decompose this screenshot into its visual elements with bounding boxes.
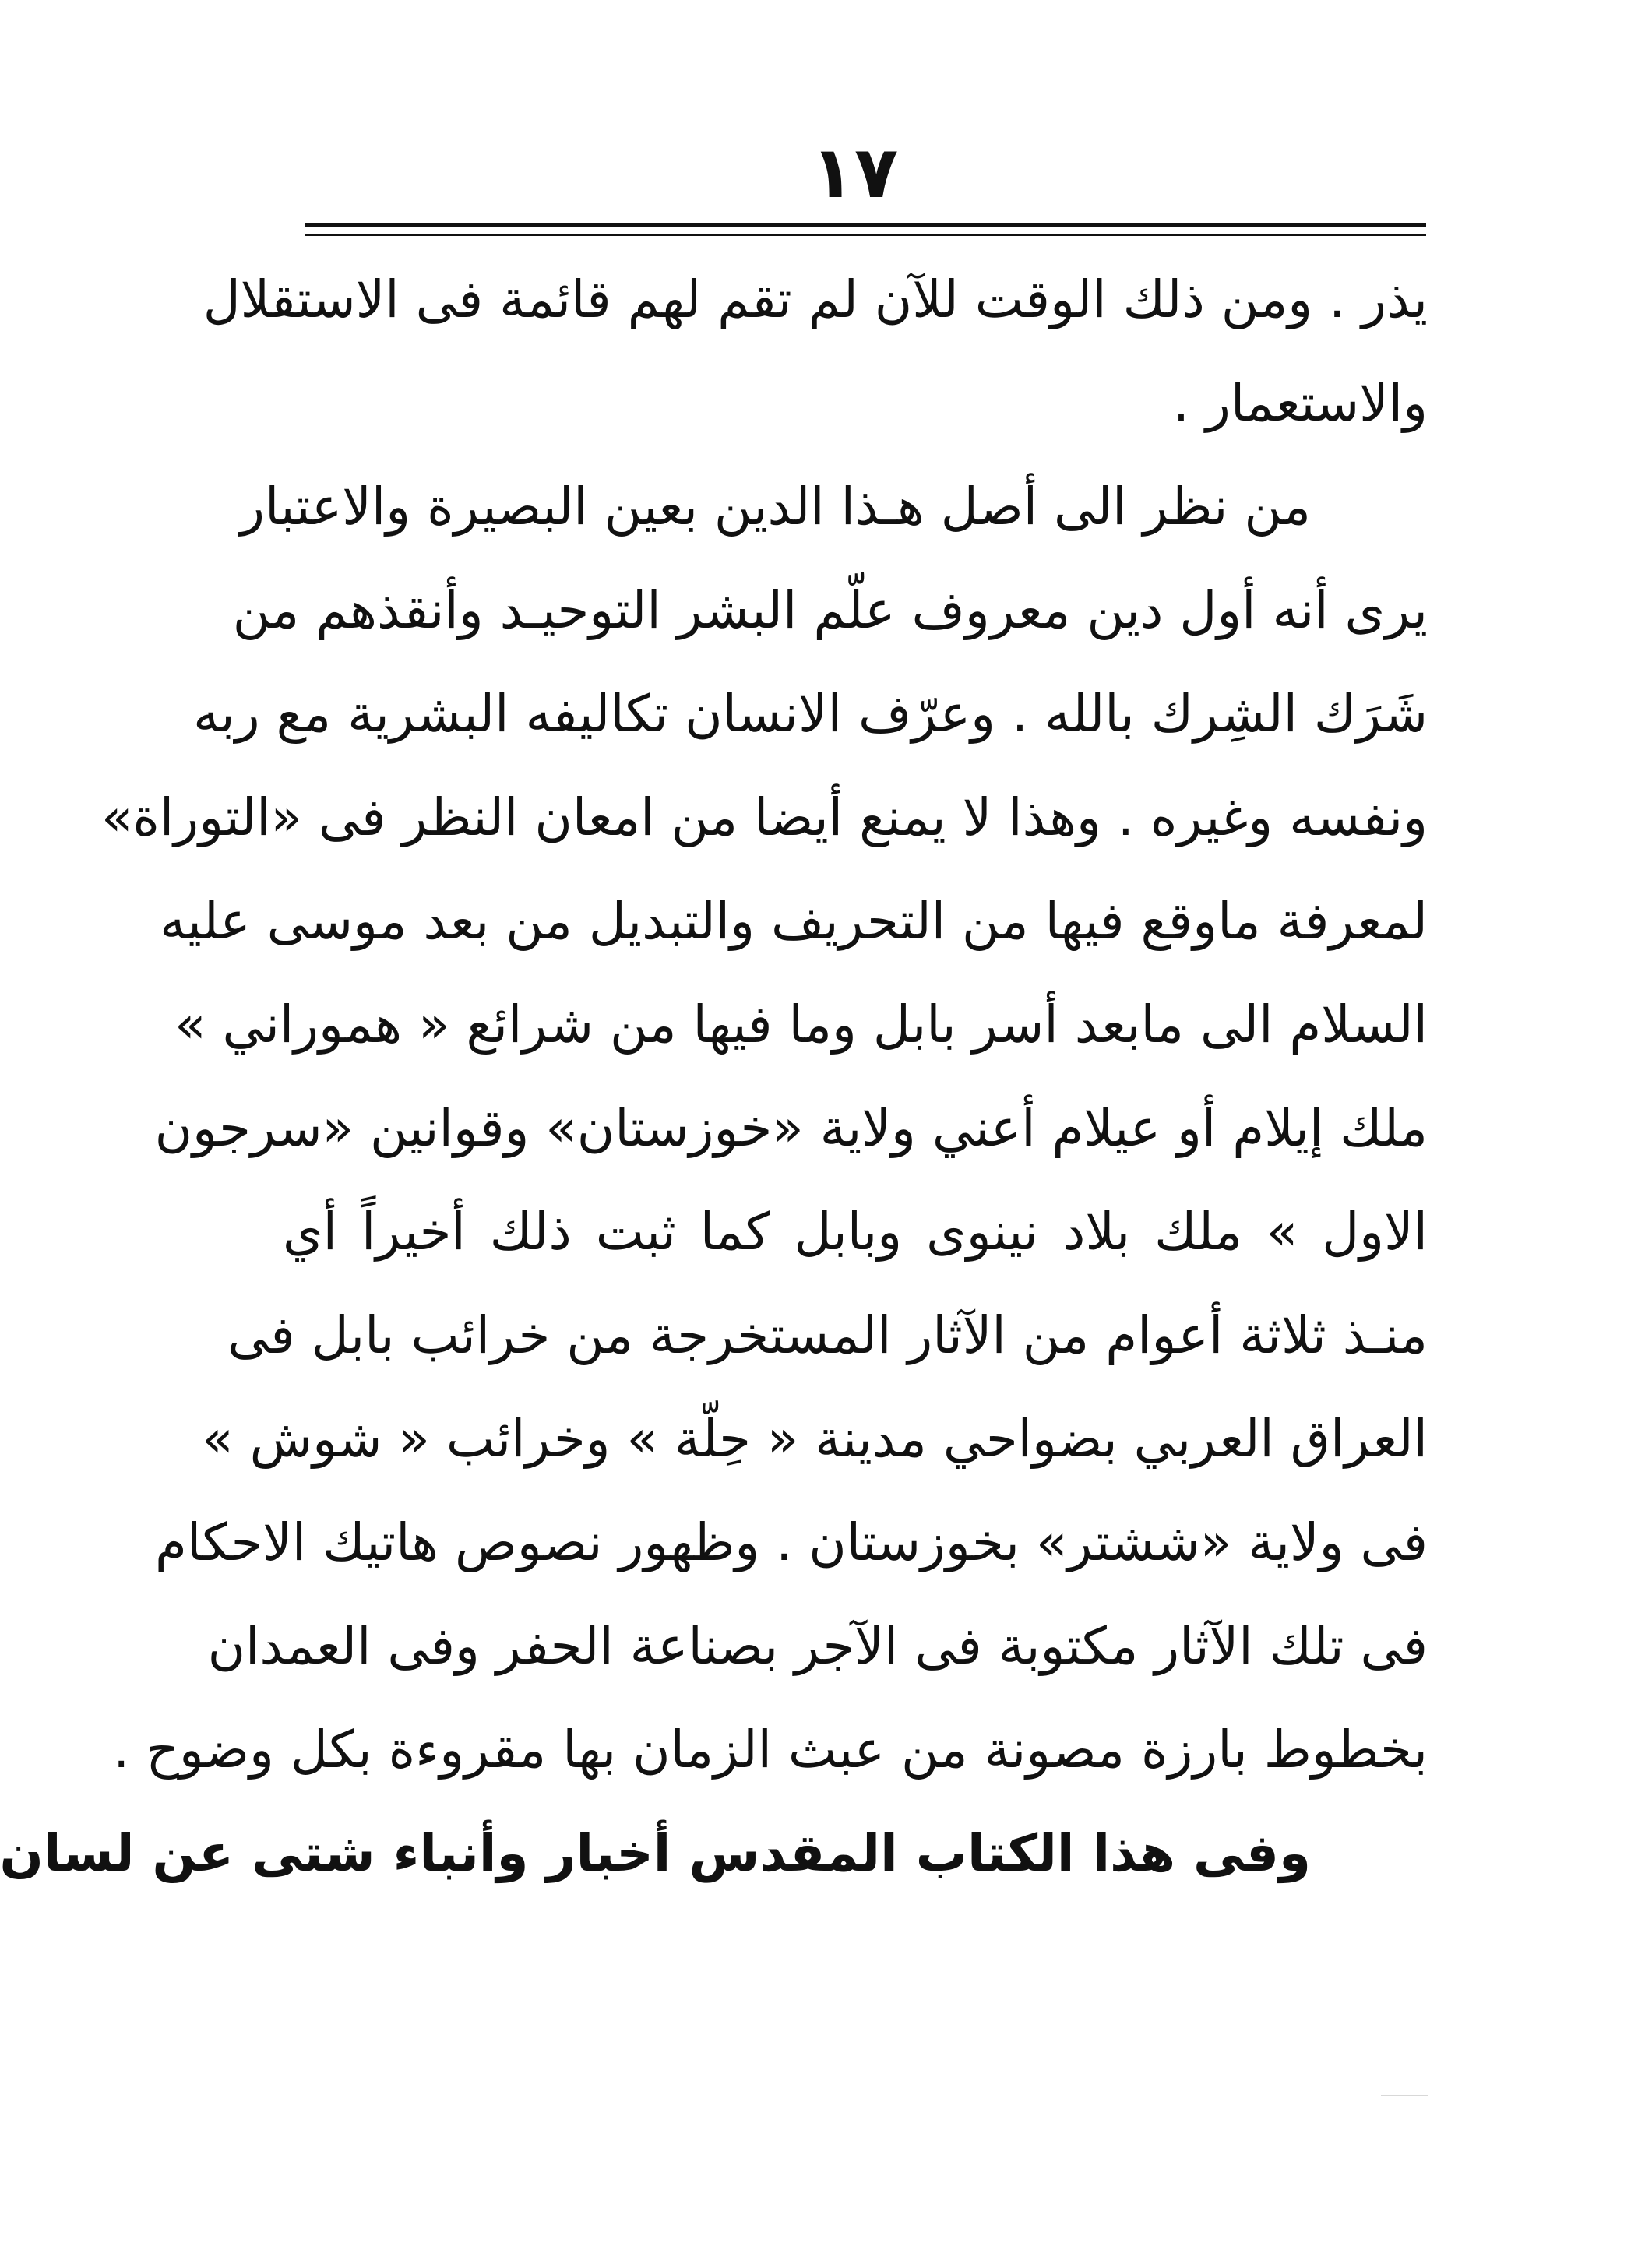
text-line: فى تلك الآثار مكتوبة فى الآجر بصناعة الحفر وفى العمدان — [207, 1616, 1428, 1676]
text-line: فى ولاية «ششتر» بخوزستان . وظهور نصوص هاتيك الاحكام — [155, 1512, 1428, 1572]
body-text — [0, 248, 1428, 1905]
scan-mark — [1381, 2095, 1428, 2096]
text-line: يذر . ومن ذلك الوقت للآن لم تقم لهم قائمة فى الاستقلال — [203, 269, 1428, 329]
text-line: وفى هذا الكتاب المقدس أخبار وأنباء شتى عن لسان — [0, 1823, 1311, 1883]
text-line: العراق العربي بضواحي مدينة « حِلّة » وخرائب « شوش » — [202, 1409, 1428, 1469]
text-line: والاستعمار . — [1172, 373, 1428, 433]
text-line: منـذ ثلاثة أعوام من الآثار المستخرجة من خرائب بابل فى — [227, 1305, 1428, 1365]
header-rule-thick — [305, 223, 1426, 227]
text-line: السلام الى مابعد أسر بابل وما فيها من شرائع « هموراني » — [174, 995, 1428, 1055]
header-rule-thin — [305, 234, 1426, 236]
text-line: ونفسه وغيره . وهذا لا يمنع أيضا من امعان النظر فى «التوراة» — [100, 787, 1428, 847]
text-line: الاول » ملك بلاد نينوى وبابل كما ثبت ذلك أخيراً أي — [283, 1202, 1428, 1262]
text-line: لمعرفة ماوقع فيها من التحريف والتبديل من بعد موسى عليه — [160, 891, 1428, 951]
text-line: بخطوط بارزة مصونة من عبث الزمان بها مقروءة بكل وضوح . — [113, 1720, 1428, 1780]
text-line: من نظر الى أصل هـذا الدين بعين البصيرة والاعتبار — [240, 477, 1311, 537]
text-line: يرى أنه أول دين معروف علّم البشر التوحيـد وأنقذهم من — [232, 580, 1428, 640]
text-line: شَرَك الشِرك بالله . وعرّف الانسان تكاليفه البشرية مع ربه — [193, 684, 1428, 744]
text-line: ملك إيلام أو عيلام أعني ولاية «خوزستان» وقوانين «سرجون — [154, 1098, 1428, 1158]
page-number: ١٧ — [810, 131, 899, 214]
